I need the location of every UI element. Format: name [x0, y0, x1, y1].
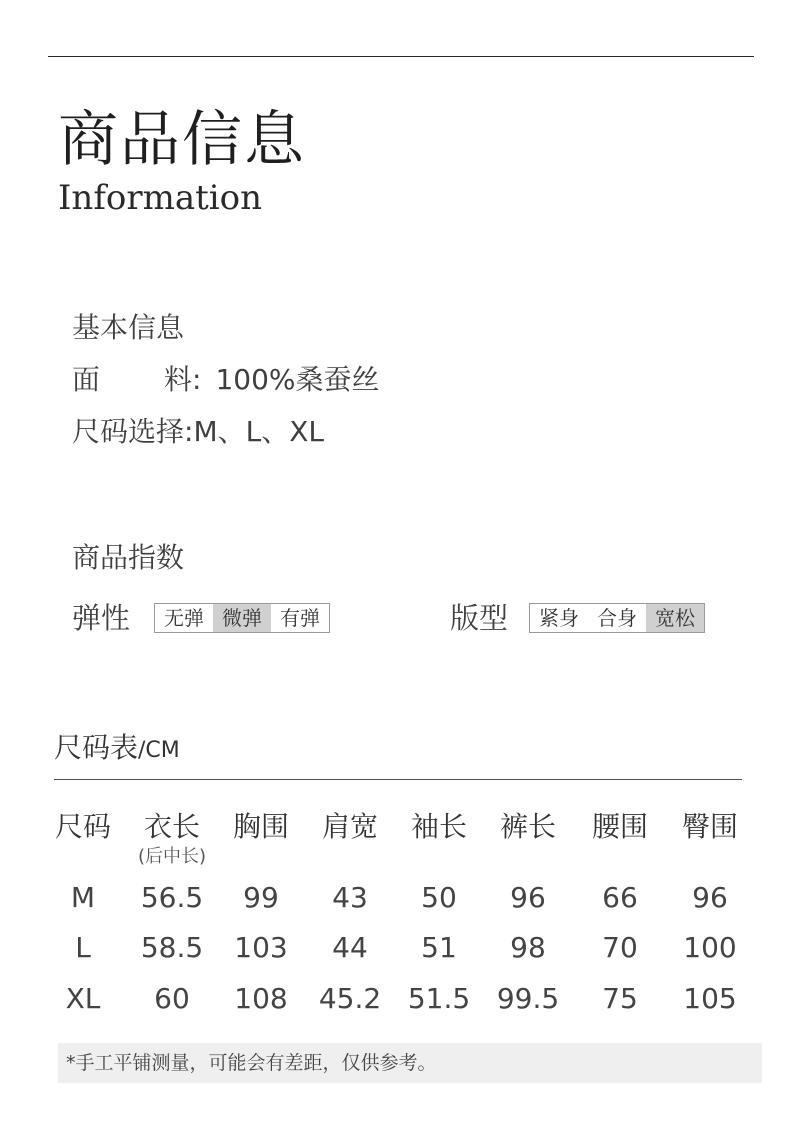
column-header: 腰围 [591, 810, 648, 843]
table-cell: 99.5 [496, 982, 560, 1015]
page-title: 商品信息 [58, 105, 306, 175]
size-chart-heading [54, 730, 180, 769]
fit-option: 合身 [597, 606, 637, 630]
table-cell: 56.5 [140, 881, 204, 914]
table-cell: 70 [602, 931, 638, 964]
table-cell: 105 [683, 982, 737, 1015]
table-cell: 108 [234, 982, 288, 1015]
fabric-label-part1: 面 [72, 363, 101, 396]
fabric-value: 100%桑蚕丝 [215, 363, 380, 396]
table-cell: 60 [154, 982, 190, 1015]
elasticity-option: 微弹 [213, 604, 271, 632]
table-cell: 43 [332, 881, 368, 914]
table-cell: 50 [421, 881, 457, 914]
size-selection-label: 尺码选择: [72, 415, 194, 448]
table-cell: 44 [332, 931, 368, 964]
table-cell: 75 [602, 982, 638, 1015]
elasticity-scale [154, 603, 330, 633]
table-cell: 99 [243, 881, 279, 914]
table-cell: 58.5 [140, 931, 204, 964]
table-cell: L [75, 931, 91, 964]
column-header: 袖长 [410, 810, 467, 843]
elasticity-label: 弹性 [72, 601, 131, 635]
table-cell: M [70, 881, 96, 914]
size-chart-title: 尺码表 [54, 731, 139, 764]
fabric-label-part2: 料: [164, 363, 202, 396]
table-cell: 100 [683, 931, 737, 964]
product-index-heading: 商品指数 [72, 541, 185, 574]
table-cell: 96 [692, 881, 728, 914]
column-header: 肩宽 [321, 810, 378, 843]
measurement-note: *手工平铺测量，可能会有差距，仅供参考。 [66, 1052, 437, 1074]
table-cell: 45.2 [318, 982, 382, 1015]
size-selection-value: M、L、XL [193, 415, 324, 448]
table-cell: 66 [602, 881, 638, 914]
fit-option: 宽松 [646, 604, 704, 632]
column-header: 裤长 [499, 810, 556, 843]
size-selection-row [72, 414, 324, 450]
table-cell: 96 [510, 881, 546, 914]
elasticity-option: 有弹 [280, 606, 320, 630]
column-header-note: (后中长) [137, 846, 207, 867]
table-cell: 98 [510, 931, 546, 964]
size-chart-unit: /CM [138, 738, 180, 763]
fit-option: 紧身 [539, 606, 579, 630]
fit-scale [529, 603, 705, 633]
table-cell: 103 [234, 931, 288, 964]
page-subtitle: Information [58, 178, 263, 218]
fabric-row [72, 362, 380, 398]
table-cell: 51 [421, 931, 457, 964]
size-chart-divider [54, 779, 742, 780]
column-header: 臀围 [681, 810, 738, 843]
elasticity-option: 无弹 [164, 606, 204, 630]
column-header: 衣长 [143, 810, 200, 843]
column-header: 胸围 [232, 810, 289, 843]
table-cell: XL [65, 982, 101, 1015]
table-cell: 51.5 [407, 982, 471, 1015]
fit-label: 版型 [450, 601, 509, 635]
top-divider [48, 56, 754, 57]
column-header: 尺码 [54, 810, 111, 843]
basic-info-heading: 基本信息 [72, 311, 185, 344]
